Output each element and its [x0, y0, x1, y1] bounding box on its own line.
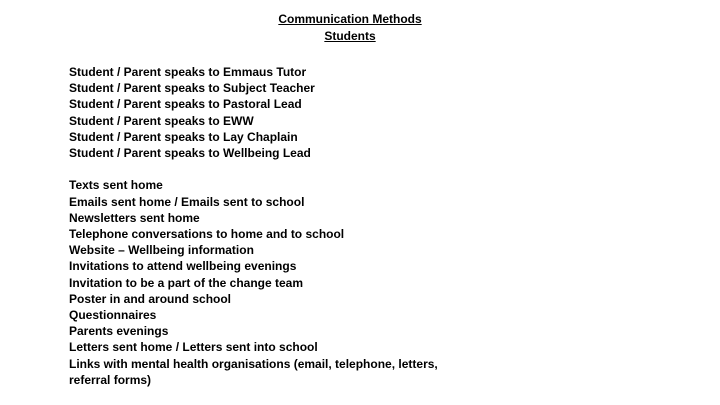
speaks-to-item: Student / Parent speaks to Emmaus Tutor — [69, 65, 307, 79]
method-item: Letters sent home / Letters sent into school — [69, 340, 318, 355]
method-item: Website – Wellbeing information — [69, 243, 254, 258]
method-item: Parents evenings — [69, 324, 169, 339]
method-item: Newsletters sent home — [69, 210, 200, 225]
method-item: Questionnaires — [69, 308, 157, 323]
method-item: Telephone conversations to home and to school — [69, 227, 345, 242]
speaks-to-item: Student / Parent speaks to EWW — [69, 113, 254, 128]
speaks-to-item: Student / Parent speaks to Lay Chaplain — [69, 129, 298, 144]
title-block — [0, 11, 700, 45]
slide-title: Communication Methods — [278, 12, 422, 26]
slide-subtitle: Students — [324, 29, 376, 43]
content-list — [69, 64, 469, 388]
method-item: Invitation to be a part of the change team — [69, 275, 304, 290]
method-item: Invitations to attend wellbeing evenings — [69, 259, 297, 274]
method-item: Texts sent home — [69, 178, 163, 193]
section-spacer — [69, 161, 469, 177]
speaks-to-item: Student / Parent speaks to Wellbeing Lead — [69, 146, 311, 161]
method-item: Links with mental health organisations (email, telephone, letters, referral forms) — [69, 356, 438, 387]
method-item: Emails sent home / Emails sent to school — [69, 194, 305, 209]
method-item: Poster in and around school — [69, 291, 232, 306]
speaks-to-item: Student / Parent speaks to Subject Teacher — [69, 81, 315, 96]
speaks-to-item: Student / Parent speaks to Pastoral Lead — [69, 97, 302, 112]
